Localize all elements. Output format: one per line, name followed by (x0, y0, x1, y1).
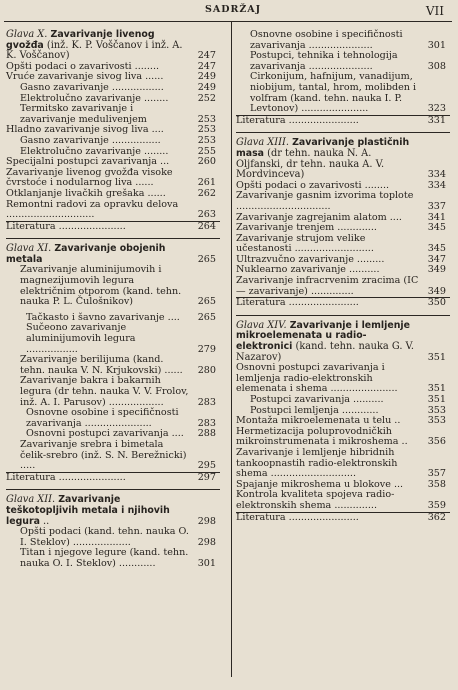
toc-page-number: 334 (427, 179, 446, 191)
toc-page-number: 308 (427, 60, 446, 72)
toc-entry-text: Zavarivanje berilijuma (kand. tehn. nauka V. N. Krjukovski) ...... (20, 354, 183, 376)
toc-literature-entry (236, 297, 450, 309)
toc-page-number: 280 (197, 364, 216, 376)
toc-page-number: 351 (427, 383, 446, 395)
chapter-title: Zavarivanje obojenih metala (6, 243, 166, 265)
toc-entry (236, 30, 450, 51)
toc-entry-text: Otklanjanje livačkih grešaka ...... (6, 187, 166, 199)
chapter-authors: .. (43, 515, 50, 527)
toc-entry-text: Opšti podaci o zavarivosti ........ (236, 179, 390, 191)
toc-entry-text: Remontni radovi za opravku delova ............................. (6, 198, 179, 221)
toc-entry-text: Hladno zavarivanje sivog liva .... (6, 124, 164, 136)
toc-page-number: 249 (197, 71, 216, 83)
toc-entry (6, 104, 220, 125)
toc-entry-text: Postupci zavarivanja .......... (250, 394, 384, 405)
toc-entry-text: Zavarivanje i lemljenje hibridnih tankoopnastih radio-elektronskih shema ............................ (236, 446, 398, 480)
toc-entry-text: Postupci, tehnika i tehnologija zavarivanja ..................... (250, 50, 398, 72)
toc-page-number: 261 (197, 177, 216, 189)
toc-entry-text: Elektrolučno zavarivanje ........ (20, 145, 169, 157)
header-rule (4, 21, 452, 22)
toc-entry-text: Zavarivanje livenog gvožđa visoke čvrstoće i nodularnog liva ...... (6, 166, 173, 189)
toc-page-number: 283 (197, 417, 216, 429)
toc-entry-text: Titan i njegove legure (kand. tehn. nauka O. I. Steklov) ............ (20, 547, 189, 569)
toc-entry (236, 490, 450, 511)
page-header (0, 0, 458, 22)
toc-page-number: 345 (427, 222, 446, 234)
toc-page-number: 349 (427, 264, 446, 276)
chapter-authors: (inž. K. P. Voščanov i inž. A. K. Voščanov) (6, 39, 183, 62)
toc-chapter-entry (6, 30, 220, 62)
toc-entry-text (236, 138, 420, 180)
toc-entry-text: Cirkonijum, hafnijum, vanadijum, niobijum, tantal, hrom, molibden i volfram (kand. tehn. nauka I. P. Levtonov) ...................... (250, 71, 417, 115)
toc-chapter-entry (6, 238, 220, 265)
toc-entry-text (6, 495, 190, 527)
toc-page-number: 353 (427, 404, 446, 416)
toc-page-number: 358 (427, 478, 446, 490)
toc-entry-text: Spajanje mikroshema u blokove ... (236, 478, 404, 490)
toc-page-number: 331 (427, 114, 446, 126)
toc-page-number: 362 (427, 511, 446, 523)
toc-entry-text: Sučeono zavarivanje aluminijumovih legura ................. (26, 322, 136, 355)
toc-entry-text (6, 30, 190, 62)
toc-page-number: 265 (197, 311, 216, 323)
toc-chapter-entry (236, 132, 450, 180)
toc-entry (236, 51, 450, 72)
toc-page-number: 265 (197, 253, 216, 265)
toc-page-number: 301 (427, 39, 446, 51)
toc-entry (6, 265, 220, 307)
toc-entry-text: Ultrazvučno zavarivanje ......... (236, 253, 385, 265)
toc-right-column (236, 30, 450, 523)
toc-entry-text: Montaža mikroelemenata u telu .. (236, 415, 401, 427)
toc-entry-text: Literatura ....................... (236, 297, 359, 309)
chapter-title: Zavarivanje livenog gvožđa (6, 29, 155, 51)
toc-entry (6, 408, 220, 429)
toc-entry-text: Literatura ...................... (6, 220, 126, 232)
toc-page-number: 262 (197, 187, 216, 199)
toc-page-number: 264 (197, 220, 216, 232)
toc-entry-text: Termitsko zavarivanje i zavarivanje medulivenjem (20, 103, 147, 125)
toc-chapter-entry (6, 489, 220, 527)
toc-page-number: 283 (197, 396, 216, 408)
toc-entry-text (6, 244, 190, 265)
chapter-label: Glava XIV. (236, 319, 287, 331)
toc-page-number: 249 (197, 81, 216, 93)
toc-page-number: 247 (197, 50, 216, 62)
toc-entry-text: Literatura ....................... (236, 114, 359, 126)
chapter-title: Zavarivanje plastičnih masa (236, 137, 410, 159)
toc-page-number: 295 (197, 460, 216, 472)
toc-page-number: 337 (427, 200, 446, 212)
toc-entry-text: Osnovne osobine i specifičnosti zavarivanja ..................... (250, 29, 403, 51)
toc-entry-text: Literatura ...................... (6, 471, 126, 483)
toc-literature-entry (236, 115, 450, 127)
toc-entry (6, 189, 220, 200)
toc-entry-text: Osnovni postupci zavarivanja i lemljenja radio-elektronskih elemenata i shema ...................... (236, 362, 398, 395)
toc-literature-entry (6, 221, 220, 233)
chapter-title: Zavarivanje i lemljenje mikroelemenata u radio-elektronici (236, 319, 410, 353)
toc-page-number: 357 (427, 468, 446, 480)
toc-page-number: 334 (427, 169, 446, 181)
toc-entry-text: Tačkasto i šavno zavarivanje .... (26, 311, 180, 323)
toc-entry (6, 527, 220, 548)
toc-entry-text: Specijalni postupci zavarivanja ... (6, 156, 170, 168)
toc-page-number: 350 (427, 297, 446, 309)
chapter-label: Glava X. (6, 29, 48, 40)
toc-page-number: 253 (197, 124, 216, 136)
toc-entry-text: Zavarivanje srebra i bimetala čelik-srebro (inž. S. N. Berežnicki) ..... (20, 438, 187, 472)
toc-page-number: 351 (427, 394, 446, 405)
toc-literature-entry (236, 512, 450, 524)
toc-page-number: 353 (427, 415, 446, 427)
toc-chapter-entry (236, 315, 450, 363)
toc-page-number: 252 (197, 92, 216, 104)
toc-page-number: 341 (427, 211, 446, 223)
toc-page-number: 351 (427, 351, 446, 363)
chapter-title: Zavarivanje teškotopljivih metala i njihovih legura (6, 494, 170, 527)
column-divider (231, 22, 232, 677)
toc-page-number: 279 (197, 343, 216, 355)
toc-page-number: 265 (197, 296, 216, 308)
toc-entry-text: Opšti podaci (kand. tehn. nauka O. I. Steklov) ................... (20, 526, 189, 548)
toc-entry-text: Osnovne osobine i specifičnosti zavarivanja ...................... (26, 407, 179, 429)
toc-page-number: 263 (197, 209, 216, 221)
toc-page-number: 347 (427, 253, 446, 265)
toc-entry (6, 136, 220, 147)
chapter-label: Glava XIII. (236, 137, 289, 149)
chapter-label: Glava XII. (6, 494, 56, 506)
toc-entry (236, 191, 450, 212)
toc-page-number: 288 (197, 428, 216, 440)
toc-entry-text: Zavarivanje aluminijumovih i magnezijumovih legura električnim otporom (kand. tehn. nauka P. L. Čulošnikov) (20, 264, 182, 308)
toc-entry (236, 427, 450, 448)
toc-entry-text: Osnovni postupci zavarivanja .... (26, 428, 184, 440)
toc-entry-text: Gasno zavarivanje ................. (20, 81, 164, 93)
chapter-label: Glava XI. (6, 243, 52, 255)
toc-page-number: 345 (427, 243, 446, 255)
toc-left-column (6, 30, 220, 570)
toc-entry (6, 440, 220, 472)
chapter-authors: (kand. tehn. nauka G. V. Nazarov) (236, 341, 415, 363)
toc-entry-text: Zavarivanje gasnim izvorima toplote ............................... (236, 190, 414, 212)
toc-page-number: 356 (427, 436, 446, 448)
toc-page-number: 260 (197, 156, 216, 168)
toc-page-number: 298 (197, 536, 216, 548)
toc-entry-text: Zavarivanje zagrejanim alatom .... (236, 211, 402, 223)
toc-literature-entry (6, 472, 220, 484)
toc-entry (236, 234, 450, 255)
toc-entry-text: Zavarivanje strujom velike učestanosti .......................... (236, 232, 374, 255)
toc-entry (6, 83, 220, 94)
toc-page-number: 253 (197, 113, 216, 125)
toc-entry (236, 72, 450, 114)
toc-entry (236, 276, 450, 297)
toc-entry (6, 323, 220, 355)
toc-entry (236, 363, 450, 395)
toc-page-number: 301 (197, 557, 216, 569)
chapter-authors: (dr tehn. nauka N. A. Oljfanski, dr tehn. nauka A. V. Mordvinceva) (236, 147, 385, 181)
toc-entry-text: Vruće zavarivanje sivog liva ...... (6, 71, 164, 83)
toc-entry-text: Zavarivanje bakra i bakarnih legura (dr tehn. nauka V. V. Frolov, inž. A. I. Parusov) .................. (20, 375, 189, 408)
toc-page-number: 253 (197, 134, 216, 146)
toc-entry-text: Hermetizacija poluprovodničkih mikroinstrumenata i mikroshema .. (236, 425, 408, 448)
toc-entry-text: Elektrolučno zavarivanje ........ (20, 92, 169, 104)
toc-entry (236, 448, 450, 480)
toc-page-number: 298 (197, 515, 216, 527)
header-title: SADRŽAJ (205, 4, 262, 15)
toc-entry-text: Nuklearno zavarivanje .......... (236, 264, 380, 276)
toc-entry-text: Postupci lemljenja ............ (250, 404, 379, 416)
toc-page-number: 247 (197, 60, 216, 72)
toc-page-number: 297 (197, 471, 216, 483)
toc-entry-text: Zavarivanje trenjem ............. (236, 222, 377, 234)
toc-entry-text: Kontrola kvaliteta spojeva radio-elektronskih shema .............. (236, 489, 395, 511)
toc-entry-text: Opšti podaci o zavarivosti ........ (6, 60, 160, 72)
toc-entry-text: Zavarivanje infracrvenim zracima (IC — zavarivanje) .............. (236, 275, 419, 297)
toc-page-number: 359 (427, 499, 446, 511)
toc-entry-text: Gasno zavarivanje ................ (20, 134, 161, 146)
toc-page-number: 255 (197, 145, 216, 157)
toc-entry (6, 200, 220, 221)
toc-entry (6, 548, 220, 569)
toc-entry-text: Literatura ....................... (236, 511, 359, 523)
toc-entry (6, 376, 220, 408)
toc-page-number: 349 (427, 285, 446, 297)
toc-entry (6, 168, 220, 189)
toc-entry (236, 395, 450, 406)
header-page-number: VII (425, 4, 444, 18)
toc-entry (6, 355, 220, 376)
toc-entry-text (236, 321, 420, 363)
toc-page-number: 323 (427, 103, 446, 115)
